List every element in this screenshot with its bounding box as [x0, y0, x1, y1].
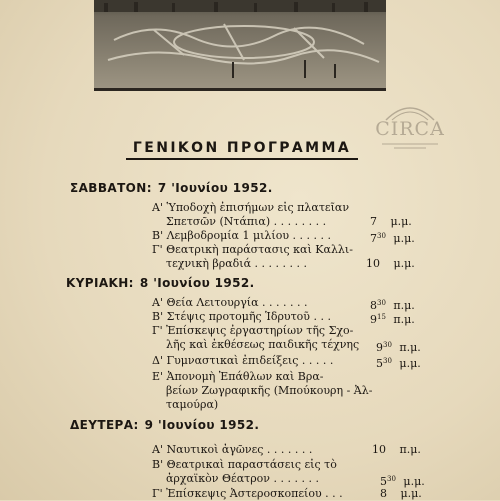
circa-watermark — [372, 98, 448, 154]
item-line: λῆς καὶ ἐκθέσεως παιδικῆς τέχνης — [166, 338, 360, 351]
item-line: Γ' Ἐπίσκεψις ἐργαστηρίων τῆς Σχο- — [152, 324, 354, 337]
item-line: Δ' Γυμναστικαὶ ἐπιδείξεις . . . . . — [152, 354, 334, 367]
item-line: ἀρχαϊκὸν Θέατρον . . . . . . . — [166, 472, 319, 485]
day-date: 8 'Ιουνίου 1952. — [139, 276, 255, 290]
item-time: $5^{30}$ μ.μ. — [376, 357, 421, 370]
item-line: βείων Ζωγραφικῆς (Μπούκουρη - Ἀλ- — [166, 384, 373, 397]
item-line: Β' Λεμβοδρομία 1 μιλίου . . . . . . — [152, 229, 331, 242]
day-name: ΣΑΒΒΑΤΟΝ: — [70, 181, 152, 195]
program-item — [152, 201, 349, 229]
day-name: ΚΥΡΙΑΚΗ: — [66, 276, 134, 290]
program-title: ΓΕΝΙΚΟΝ ΠΡΟΓΡΑΜΜΑ — [126, 140, 358, 160]
item-time: 10 μ.μ. — [366, 257, 415, 270]
program-item — [152, 229, 331, 243]
program-item — [152, 354, 333, 368]
program-item — [152, 370, 372, 412]
program-item — [152, 458, 337, 486]
item-time: $7^{30}$ μ.μ. — [370, 232, 415, 245]
item-time: 8 μ.μ. — [380, 487, 422, 500]
day-date: 7 'Ιουνίου 1952. — [157, 181, 273, 195]
item-line: ταμούρα) — [166, 398, 219, 411]
item-line: Γ' Θεατρικὴ παράστασις καὶ Καλλι- — [152, 243, 353, 256]
item-line: Α' Ὑποδοχὴ ἐπισήμων εἰς πλατεῖαν — [152, 201, 350, 214]
day-header — [70, 418, 259, 432]
program-item — [152, 443, 312, 457]
item-line: τεχνικὴ βραδιά . . . . . . . . — [166, 257, 307, 270]
program-item — [152, 310, 331, 324]
item-time: 7 μ.μ. — [370, 215, 412, 228]
item-line: Α' Ναυτικοὶ ἀγῶνες . . . . . . . — [152, 443, 313, 456]
item-time: 10 π.μ. — [372, 443, 421, 456]
day-header — [66, 276, 255, 290]
item-time: $9^{15}$ π.μ. — [370, 313, 415, 326]
program-item — [152, 243, 353, 271]
watermark-text: CIRCA — [375, 118, 445, 140]
item-line: Α' Θεία Λειτουργία . . . . . . . — [152, 296, 308, 309]
item-line: Σπετσῶν (Ντάπια) . . . . . . . . — [166, 215, 327, 228]
program-item — [152, 324, 359, 352]
program-item — [152, 296, 308, 310]
item-line: Β' Στέψις προτομῆς Ἱδρυτοῦ . . . — [152, 310, 331, 323]
day-name: ΔΕΥΤΕΡΑ: — [70, 418, 139, 432]
courtyard-photo — [94, 0, 386, 91]
day-header — [70, 181, 273, 195]
item-time: $9^{30}$ π.μ. — [376, 341, 421, 354]
item-time: $5^{30}$ μ.μ. — [380, 475, 425, 488]
program-item — [152, 487, 343, 501]
item-line: Β' Θεατρικαὶ παραστάσεις εἰς τὸ — [152, 458, 337, 471]
item-line: Ε' Ἀπονομὴ Ἐπάθλων καὶ Βρα- — [152, 370, 324, 383]
item-time: $8^{30}$ π.μ. — [370, 299, 415, 312]
item-line: Γ' Ἐπίσκεψις Ἀστεροσκοπείου . . . — [152, 487, 343, 500]
day-date: 9 'Ιουνίου 1952. — [144, 418, 260, 432]
